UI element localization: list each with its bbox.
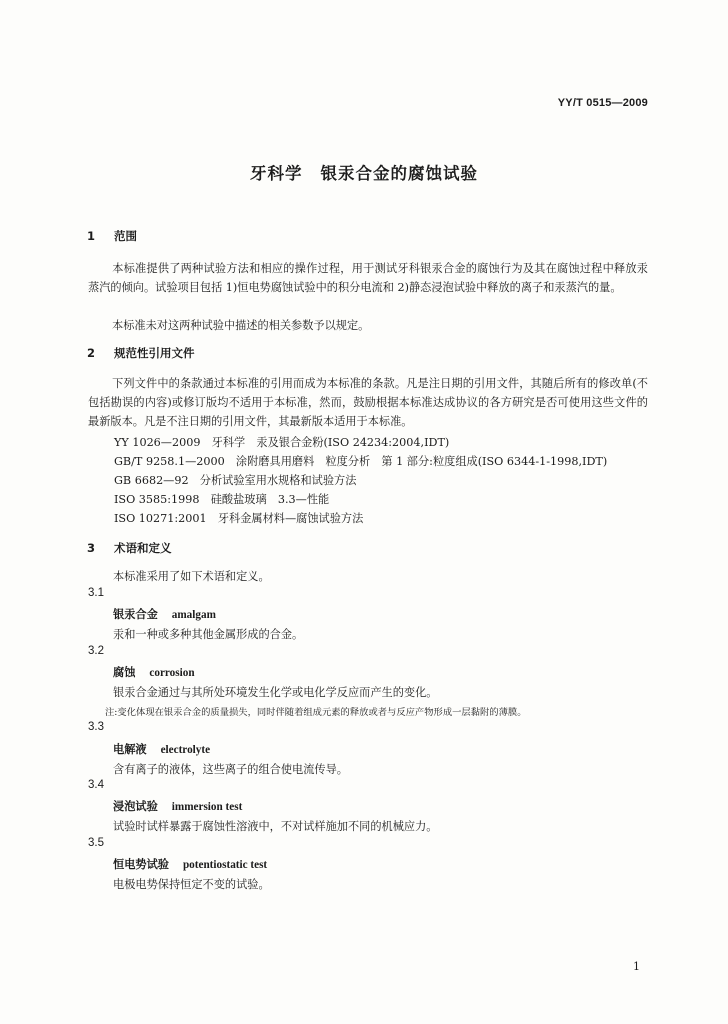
term-en: corrosion bbox=[149, 667, 195, 679]
term-zh: 腐蚀 bbox=[113, 665, 136, 679]
term-name bbox=[113, 798, 242, 814]
section-title: 规范性引用文件 bbox=[114, 346, 195, 360]
term-definition: 电极电势保持恒定不变的试验。 bbox=[113, 878, 270, 891]
standard-code: YY/T 0515—2009 bbox=[557, 97, 648, 109]
term-zh: 恒电势试验 bbox=[113, 857, 169, 871]
term-zh: 浸泡试验 bbox=[113, 799, 158, 813]
section-title: 术语和定义 bbox=[114, 541, 172, 555]
term-zh: 电解液 bbox=[113, 742, 147, 756]
normative-paragraph bbox=[88, 374, 648, 431]
reference-item: YY 1026—2009 牙科学 汞及银合金粉(ISO 24234:2004,IDT) bbox=[114, 436, 450, 449]
section-number: 2 bbox=[87, 346, 96, 360]
term-number: 3.1 bbox=[88, 587, 104, 599]
reference-item: ISO 10271:2001 牙科金属材料—腐蚀试验方法 bbox=[114, 512, 364, 525]
term-name bbox=[113, 856, 267, 872]
terms-intro: 本标准采用了如下术语和定义。 bbox=[113, 570, 270, 583]
term-number: 3.5 bbox=[88, 837, 104, 849]
term-en: potentiostatic test bbox=[182, 859, 268, 871]
term-zh: 银汞合金 bbox=[113, 607, 158, 621]
scope-paragraph-1 bbox=[88, 259, 648, 297]
reference-item: GB/T 9258.1—2000 涂附磨具用磨料 粒度分析 第 1 部分:粒度组成(ISO 6344-1-1998,IDT) bbox=[114, 455, 608, 468]
scope-text-2: 本标准未对这两种试验中描述的相关参数予以规定。 bbox=[112, 319, 370, 332]
term-en: electrolyte bbox=[160, 744, 211, 756]
term-definition: 试验时试样暴露于腐蚀性溶液中，不对试样施加不同的机械应力。 bbox=[113, 820, 438, 833]
term-en: amalgam bbox=[171, 609, 216, 621]
term-name bbox=[113, 664, 195, 680]
term-number: 3.3 bbox=[88, 721, 104, 733]
page-number: 1 bbox=[633, 960, 640, 973]
title-part2: 银汞合金的腐蚀试验 bbox=[320, 164, 478, 183]
term-definition: 汞和一种或多种其他金属形成的合金。 bbox=[113, 628, 304, 641]
scope-text-1: 本标准提供了两种试验方法和相应的操作过程，用于测试牙科银汞合金的腐蚀行为及其在腐蚀过程中释放汞蒸汽的倾向。试验项目包括 1)恒电势腐蚀试验中的积分电流和 2)静态浸泡试验中释放的离子和汞蒸汽的量。 bbox=[88, 262, 648, 294]
reference-item: ISO 3585:1998 硅酸盐玻璃 3.3—性能 bbox=[114, 493, 330, 506]
title-part1: 牙科学 bbox=[250, 164, 303, 183]
term-definition: 银汞合金通过与其所处环境发生化学或电化学反应而产生的变化。 bbox=[113, 686, 438, 699]
term-note: 注:变化体现在银汞合金的质量损失，同时伴随着组成元素的释放或者与反应产物形成一层黏附的薄膜。 bbox=[105, 707, 527, 718]
section-number: 1 bbox=[87, 229, 96, 243]
term-number: 3.4 bbox=[88, 779, 104, 791]
section-3-heading bbox=[87, 540, 172, 556]
term-number: 3.2 bbox=[88, 645, 104, 657]
scope-paragraph-2 bbox=[88, 316, 648, 335]
reference-item: GB 6682—92 分析试验室用水规格和试验方法 bbox=[114, 474, 357, 487]
section-number: 3 bbox=[87, 541, 96, 555]
normative-text: 下列文件中的条款通过本标准的引用而成为本标准的条款。凡是注日期的引用文件，其随后所有的修改单(不包括勘误的内容)或修订版均不适用于本标准，然而，鼓励根据本标准达成协议的各方研究是否可使用这些文件的最新版本。凡是不注日期的引用文件，其最新版本适用于本标准。 bbox=[88, 377, 648, 428]
term-definition: 含有离子的液体，这些离子的组合使电流传导。 bbox=[113, 763, 348, 776]
section-title: 范围 bbox=[114, 229, 137, 243]
document-title bbox=[0, 160, 728, 184]
term-en: immersion test bbox=[171, 801, 243, 813]
term-name bbox=[113, 741, 210, 757]
section-1-heading bbox=[87, 228, 137, 244]
term-name bbox=[113, 606, 216, 622]
section-2-heading bbox=[87, 345, 195, 361]
